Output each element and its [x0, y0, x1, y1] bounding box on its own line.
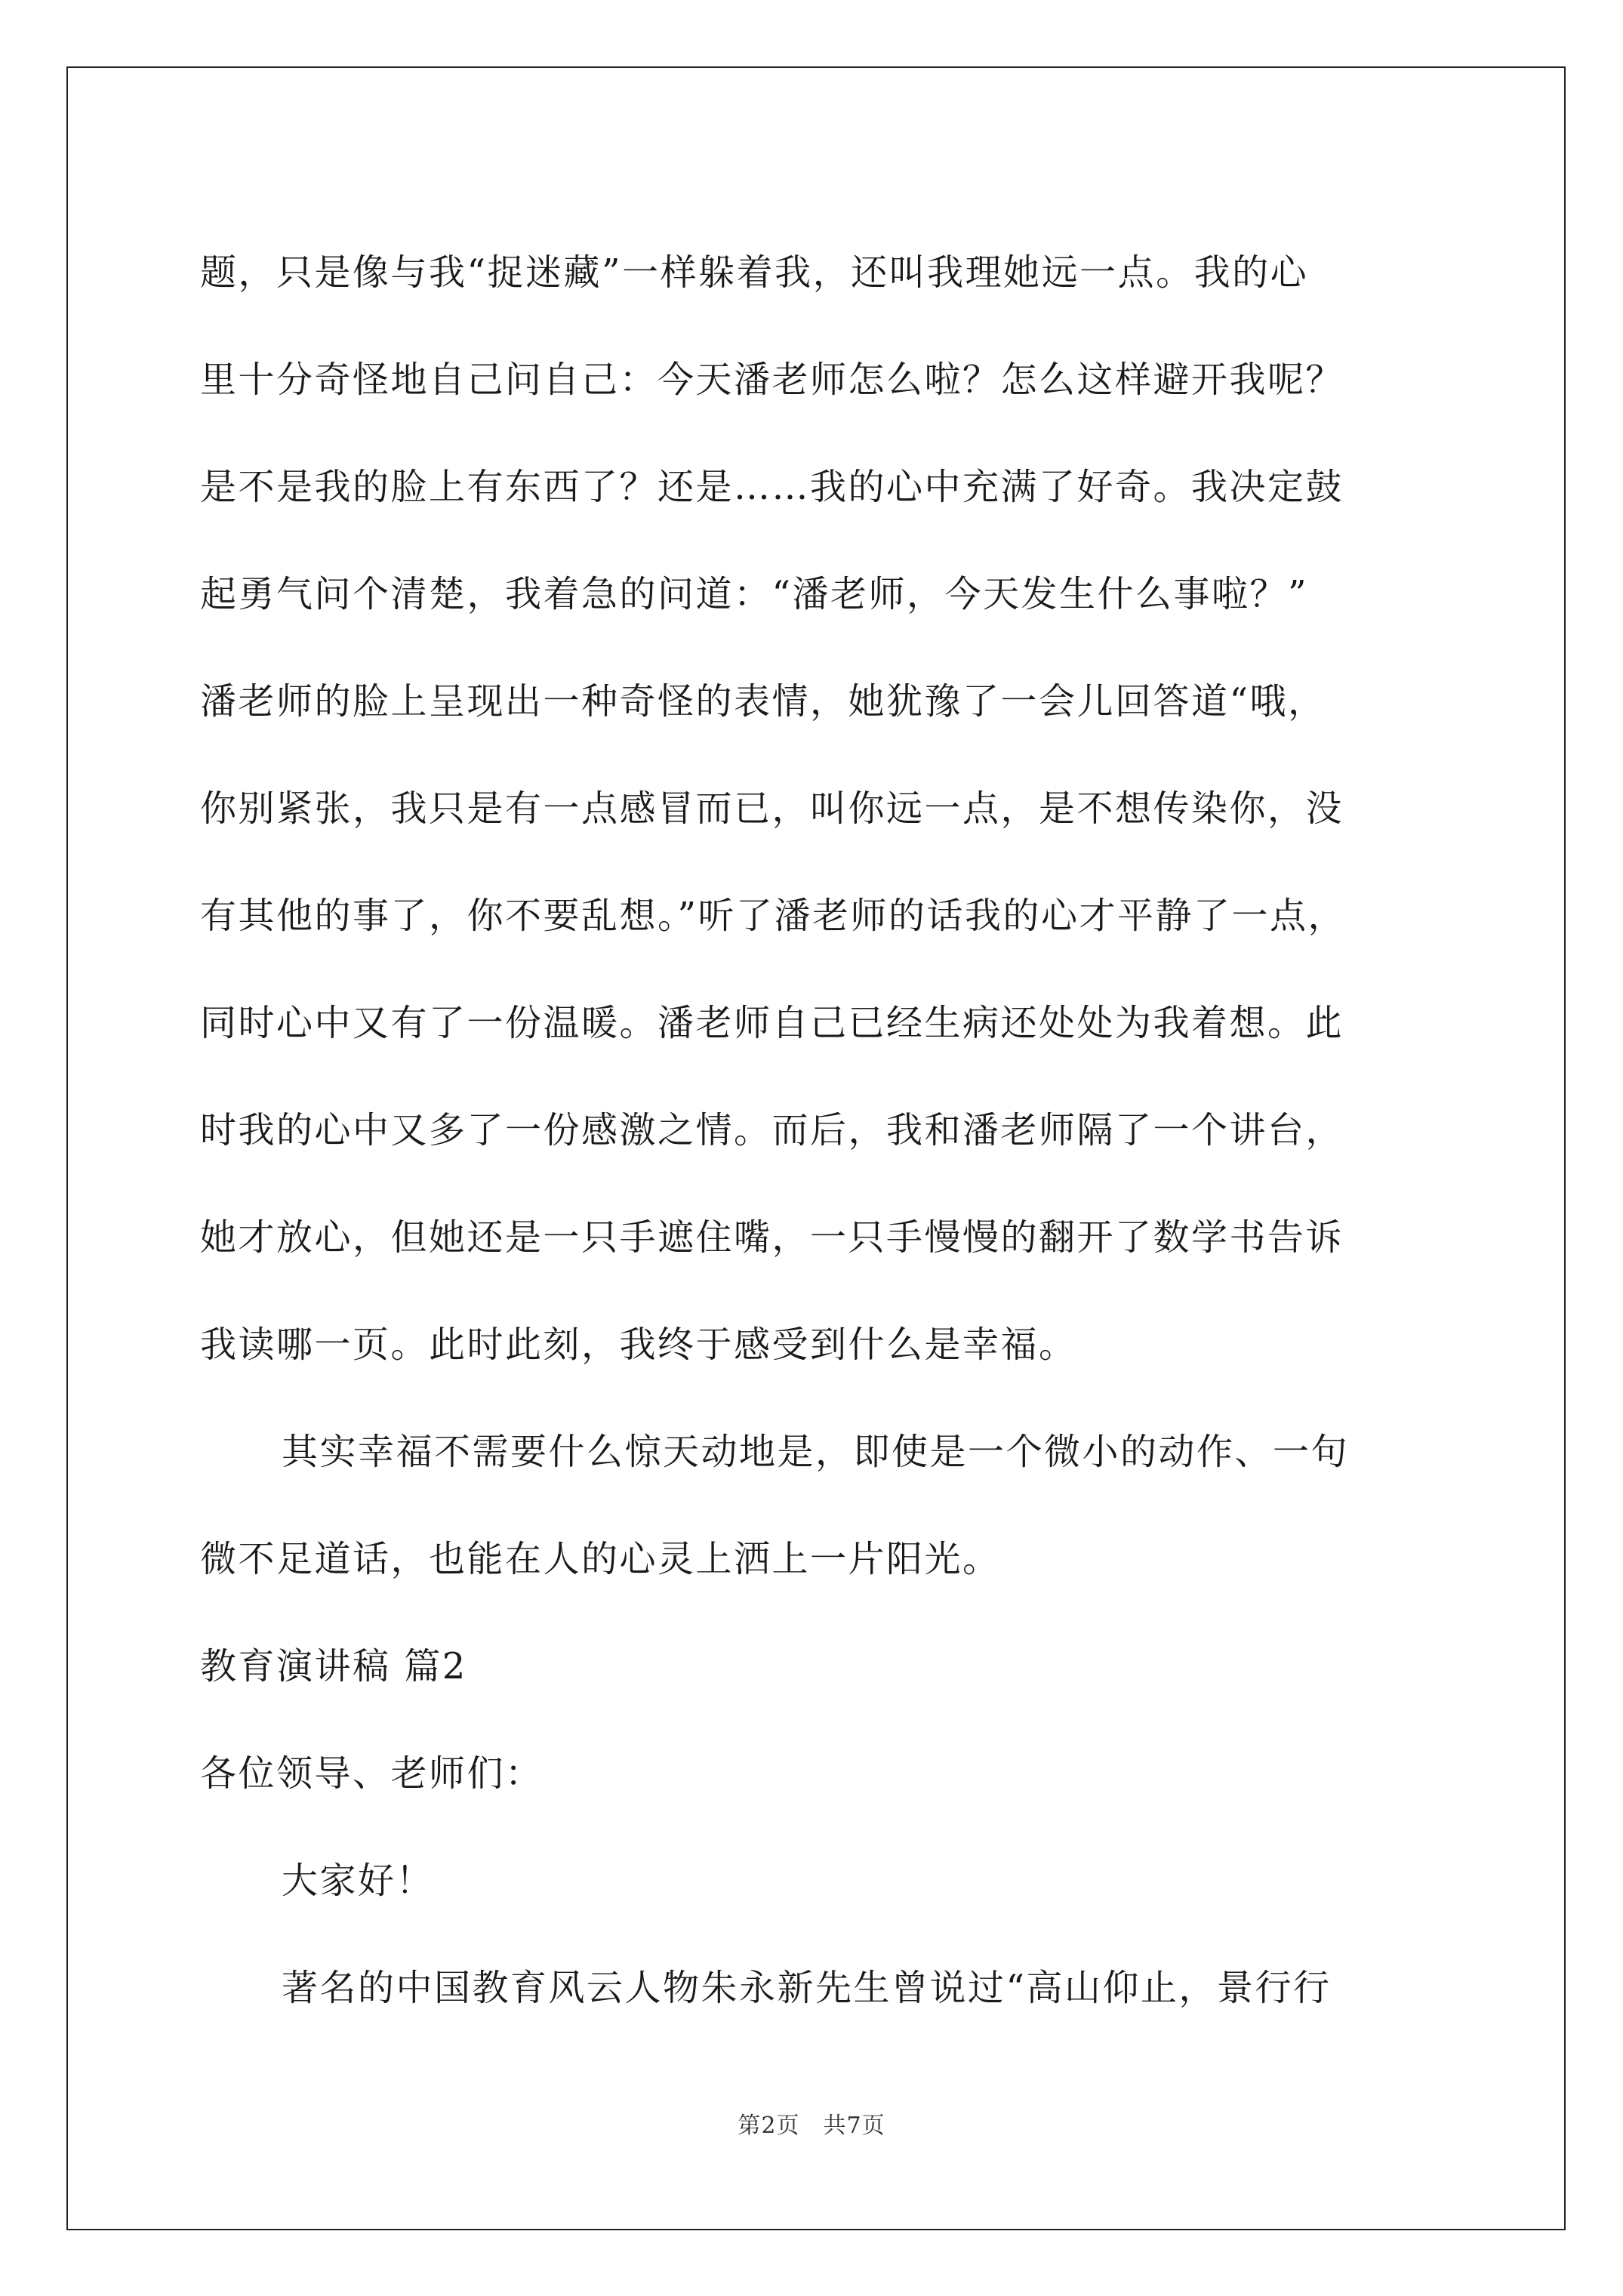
- document-body: [200, 219, 1468, 2042]
- text-line-9: 时我的心中又多了一份感激之情。而后，我和潘老师隔了一个讲台，: [200, 1109, 1344, 1151]
- paragraph-start-line-2: 著名的中国教育风云人物朱永新先生曾说过“高山仰止，景行行: [282, 1967, 1332, 2009]
- text-line-13: 微不足道话，也能在人的心灵上洒上一片阳光。: [200, 1538, 1001, 1580]
- text-line-5: 潘老师的脸上呈现出一种奇怪的表情，她犹豫了一会儿回答道“哦，: [200, 680, 1326, 723]
- text-line-8: 同时心中又有了一份温暖。潘老师自己已经生病还处处为我着想。此: [200, 1002, 1344, 1044]
- text-line-11: 我读哪一页。此时此刻，我终于感受到什么是幸福。: [200, 1324, 1077, 1366]
- text-line-7: 有其他的事了，你不要乱想。”听了潘老师的话我的心才平静了一点，: [200, 895, 1347, 937]
- page-number: 第2页 共7页: [738, 2113, 885, 2139]
- text-line-3: 是不是我的脸上有东西了？还是……我的心中充满了好奇。我决定鼓: [200, 466, 1344, 508]
- text-line-6: 你别紧张，我只是有一点感冒而已，叫你远一点，是不想传染你，没: [200, 787, 1344, 830]
- salutation: 各位领导、老师们：: [200, 1752, 544, 1795]
- text-line-2: 里十分奇怪地自己问自己：今天潘老师怎么啦？怎么这样避开我呢？: [200, 359, 1344, 401]
- paragraph-start-line: 其实幸福不需要什么惊天动地是，即使是一个微小的动作、一句: [282, 1431, 1350, 1473]
- greeting: 大家好！: [282, 1860, 435, 1902]
- section-heading: 教育演讲稿 篇2: [200, 1645, 467, 1687]
- text-line-10: 她才放心，但她还是一只手遮住嘴，一只手慢慢的翻开了数学书告诉: [200, 1216, 1344, 1259]
- text-line-4: 起勇气问个清楚，我着急的问道：“潘老师，今天发生什么事啦？”: [200, 573, 1309, 615]
- text-line-1: 题，只是像与我“捉迷藏”一样躲着我，还叫我理她远一点。我的心: [200, 251, 1309, 294]
